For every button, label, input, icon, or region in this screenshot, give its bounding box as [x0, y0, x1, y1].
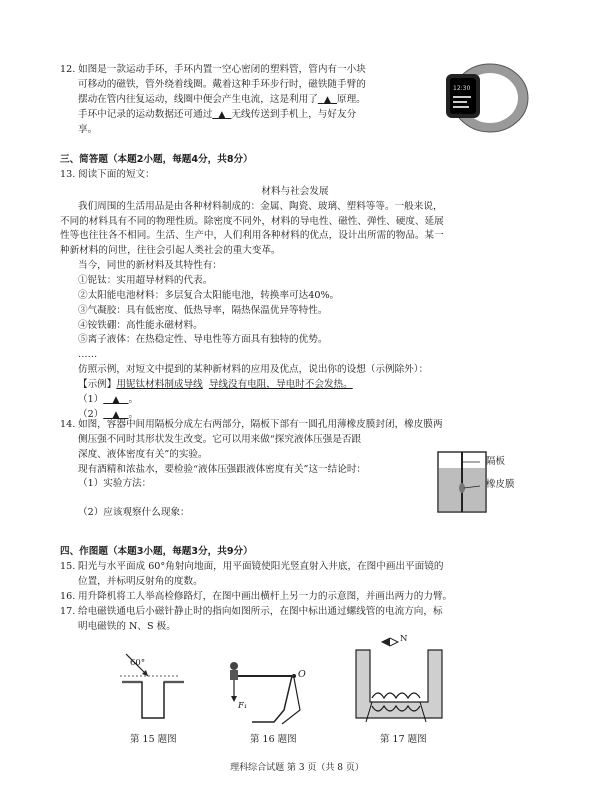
text-line: 给电磁铁通电后小磁针静止时的指向如图所示，在图中标出通过螺线管的电流方向，标	[78, 606, 443, 617]
lift-figure	[222, 650, 322, 730]
answer-label: （1）	[78, 393, 104, 405]
figure-caption-17: 第 17 题图	[380, 734, 427, 745]
question-17	[60, 605, 530, 635]
sub-question: （2）应该观察什么现象：	[78, 507, 190, 519]
fitness-band-image	[432, 58, 532, 138]
label-partition: 隔板	[486, 456, 506, 467]
north-label: N	[400, 634, 408, 644]
text-line: 我们周围的生活用品是由各种材料制成的：金属、陶瓷、玻璃、塑料等等。一般来说，	[78, 200, 443, 212]
article-title: 材料与社会发展	[261, 185, 329, 197]
figure-caption-16: 第 16 题图	[250, 734, 297, 745]
text-line	[60, 108, 455, 123]
material-item: ③气凝胶：具有低密度、低热导率，隔热保温优异等特性。	[78, 304, 328, 316]
material-item: ①铌钛：实用超导材料的代表。	[78, 275, 213, 287]
pivot-label: O	[298, 669, 306, 680]
text-line: 位置，并标明反射角的度数。	[78, 575, 203, 587]
text-segment: 。	[128, 408, 139, 420]
material-item: ②太阳能电池材料：多层复合太阳能电池，转换率可达40%。	[78, 289, 340, 301]
question-number: 16.	[60, 591, 76, 602]
text-segment: 无线传送到手机上，与好友分	[231, 108, 357, 120]
text-segment: 原理。	[336, 93, 366, 105]
text-segment: 。	[128, 393, 139, 405]
section-title: 三、简答题（本题2小题，每题4分，共8分）	[60, 154, 253, 165]
question-number: 17.	[60, 606, 76, 617]
text-line: 可移动的磁铁，管外绕着线圈。戴着这种手环步行时，磁铁随手臂的	[78, 78, 366, 90]
question-15	[60, 560, 530, 590]
page-footer: 理科综合试题 第 3 页（共 8 页）	[230, 763, 364, 773]
sub-question: （1）实验方法：	[78, 478, 152, 490]
answer-label: （2）	[78, 408, 104, 420]
text-line: 性等也往往各不相同。生活、生产中，人们利用各种材料的优点，设计出所需的物品。某一	[60, 230, 444, 242]
text-line: 侧压强不同时其形状发生改变。它可以用来做“探究液体压强是否跟	[78, 433, 362, 445]
question-number: 15.	[60, 561, 76, 572]
question-13	[60, 168, 530, 423]
text-line: 用升降机将工人举高检修路灯，在图中画出横杆上另一力的示意图，并画出两力的力臂。	[78, 591, 453, 602]
example-line	[60, 378, 530, 393]
example-label: 【示例】	[78, 379, 117, 391]
example-part: 导线没有电阻，导电时不会发热。	[208, 379, 353, 391]
material-item: ④铵铁硼：高性能永磁材料。	[78, 319, 203, 331]
question-16	[60, 590, 530, 605]
material-item: ⑤离子液体：在热稳定性、导电性等方面具有独特的优势。	[78, 334, 328, 346]
answer-blank[interactable]	[212, 109, 231, 120]
text-line: 阅读下面的短文：	[78, 169, 155, 180]
text-line	[60, 93, 455, 108]
answer-blank[interactable]	[318, 94, 337, 105]
label-membrane: 橡皮膜	[486, 479, 515, 490]
text-line: 如图，容器中间用隔板分成左右两部分，隔板下部有一圆孔用薄橡皮膜封闭，橡皮膜两	[78, 419, 443, 430]
text-line: 享。	[78, 123, 98, 135]
figure-caption-15: 第 15 题图	[130, 734, 177, 745]
text-line: 种新材料的问世，往往会引起人类社会的重大变革。	[60, 245, 281, 257]
force-label: F₁	[238, 701, 248, 711]
text-line: 不同的材料具有不同的物理性质。除密度不同外，材料的导电性、磁性、弹性、硬度、延展	[60, 215, 444, 227]
question-number: 12.	[60, 64, 76, 75]
electromagnet-figure	[352, 636, 452, 730]
text-segment: 手环中记录的运动数据还可通过	[78, 108, 213, 120]
angle-label: 60°	[130, 658, 146, 668]
task-text: 仿照示例，对短文中提到的某种新材料的应用及优点，说出你的设想（示例除外）：	[78, 364, 429, 376]
question-12	[60, 63, 455, 137]
answer-blank[interactable]	[103, 394, 128, 405]
text-line: 明电磁铁的 N、S 极。	[78, 620, 176, 632]
text-line: 现有酒精和浓盐水，要检验“液体压强跟液体密度有关”这一结论时：	[78, 463, 367, 475]
question-number: 14.	[60, 419, 76, 430]
blank-marker: ▲	[112, 394, 120, 405]
svg-text:12:30: 12:30	[453, 85, 471, 92]
text-line: 阳光与水平面成 60°角射向地面，用平面镜使阳光竖直射入井底，在图中画出平面镜的	[78, 561, 444, 572]
ellipsis: ……	[78, 349, 98, 361]
question-number: 13.	[60, 169, 76, 180]
answer-line-1	[60, 393, 530, 408]
blank-marker: ▲	[323, 94, 331, 105]
example-part: 用铌钛材料制成导线	[116, 379, 203, 391]
text-line: 深度、液体密度有关”的实验。	[78, 448, 208, 460]
blank-marker: ▲	[112, 409, 120, 420]
blank-marker: ▲	[218, 109, 226, 120]
text-line: 当今，同世的新材料及其特性有：	[78, 260, 222, 272]
text-line: 如图是一款运动手环，手环内置一空心密闭的塑料管，管内有一小块	[78, 64, 366, 75]
section-title: 四、作图题（本题3小题，每题3分，共9分）	[60, 546, 253, 557]
text-segment: 摆动在管内往复运动，线圈中便会产生电流，这是利用了	[78, 93, 318, 105]
